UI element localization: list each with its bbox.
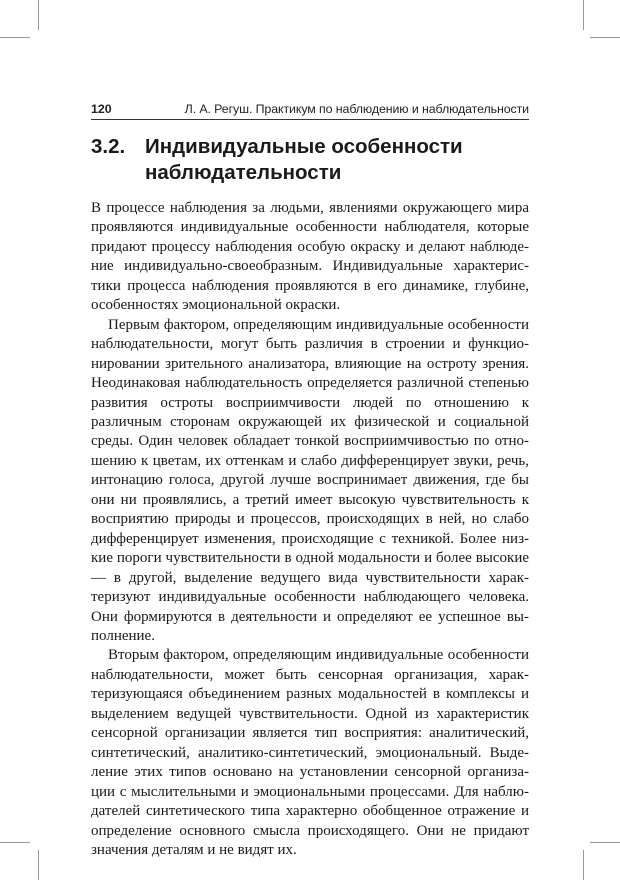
paragraph-1: В процессе наблюдения за людьми, явлениями окружающего мира проявляются индивидуальные особенности наблюдателя, которые придают процессу наблюдения особую окраску и делают наблюдение индивидуально-своеобразным. Индивидуальные характеристики процесса наблюдения проявляются в его динамике, глубине, особенностях эмоциональной окраски. <box>91 200 529 314</box>
crop-mark-top-left-vertical <box>38 0 39 30</box>
body-text <box>91 199 529 860</box>
crop-mark-top-right-horizontal <box>590 37 620 38</box>
section-title: Индивидуальные особенности наблюдательности <box>145 135 463 184</box>
crop-mark-top-left-horizontal <box>0 37 30 38</box>
paragraph-2: Первым фактором, определяющим индивидуальные особенности наблюдательности, могут быть различия в строении и функционировании зрительного анализатора, влияющие на остроту зрения. Неодинаковая наблюдательность определяется различной степенью развития остроты восприимчивости людей по отношению к различным сторонам окружающей их физической и социальной среды. Один человек обладает тонкой восприимчивостью по отношению к цветам, их оттенкам и слабо дифференцирует звуки, речь, интонацию голоса, другой лучше воспринимает движения, где бы они ни проявлялись, а третий имеет высокую чувствительность к восприятию природы и процессов, происходящих в ней, но слабо дифференцирует изменения, происходящие с техникой. Более низкие пороги чувствительности в одной модальности и более высокие — в другой, выделение ведущего вида чувствительности характеризуют индивидуальные особенности наблюдающего человека. Они формируются в деятельности и определяют ее успешное выполнение. <box>91 316 529 644</box>
crop-mark-bottom-left-horizontal <box>0 842 30 843</box>
running-title: Л. А. Регуш. Практикум по наблюдению и наблюдательности <box>184 102 529 116</box>
section-number: 3.2. <box>91 135 126 158</box>
paragraph-3: Вторым фактором, определяющим индивидуальные особенности наблюдательности, может быть сенсорная организация, характеризующаяся объединением разных модальностей в комплексы и выделением ведущей чувствительности. Одной из характеристик сенсорной организации является тип восприятия: аналитический, синтетический, аналитико-синтетический, эмоциональный. Выделение этих типов основано на установлении сенсорной организации с мыслительными и эмоциональными процессами. Для наблюдателей синтетического типа характерно обобщенное отражение и определение основного смысла происходящего. Они не придают значения деталям и не видят их. <box>91 647 529 858</box>
page-header <box>91 101 529 119</box>
crop-mark-bottom-left-vertical <box>38 850 39 880</box>
crop-mark-bottom-right-horizontal <box>590 842 620 843</box>
crop-mark-top-right-vertical <box>583 0 584 30</box>
header-rule <box>91 119 529 120</box>
page-number: 120 <box>91 102 112 116</box>
crop-mark-bottom-right-vertical <box>583 850 584 880</box>
